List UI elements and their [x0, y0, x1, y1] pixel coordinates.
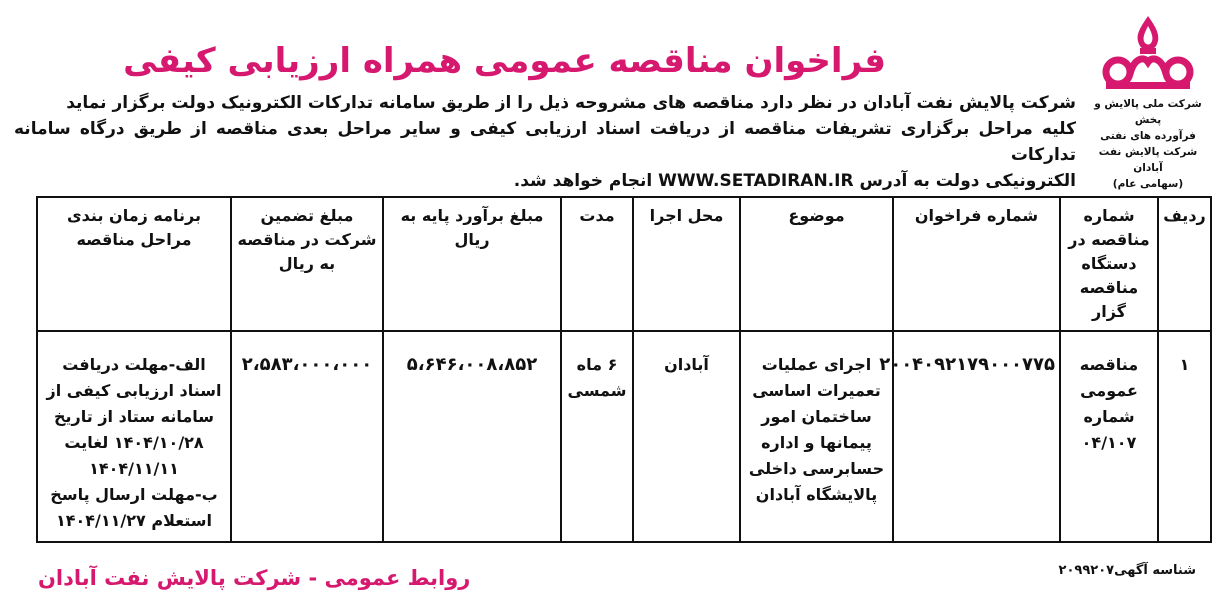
- intro-line: [14, 168, 1076, 194]
- tender-table: [36, 196, 1212, 543]
- company-logo: [1084, 12, 1212, 188]
- intro-line: شرکت پالایش نفت آبادان در نظر دارد مناقصه های مشروحه ذیل را از طریق سامانه تدارکات الکترونیک دولت برگزار نماید: [66, 93, 1076, 113]
- header-tender-no: شماره مناقصه در دستگاه مناقصه گزار: [1060, 197, 1158, 331]
- schedule-item: ب-مهلت ارسال پاسخ استعلام ۱۴۰۴/۱۱/۲۷: [50, 485, 218, 530]
- cell-duration: ۶ ماه شمسی: [561, 331, 633, 542]
- logo-line: فرآورده های نفتی: [1100, 130, 1196, 142]
- cell-subject: اجرای عملیات تعمیرات اساسی ساختمان امور پیمانها و اداره حسابرسی داخلی پالایشگاه آبادان: [740, 331, 893, 542]
- table-row: [37, 331, 1211, 542]
- header-location: محل اجرا: [633, 197, 740, 331]
- cell-row-no: ۱: [1158, 331, 1211, 542]
- table-header-row: [37, 197, 1211, 331]
- call-number: ۲۰۰۴۰۹۲۱۷۹۰۰۰۷۷۵: [879, 354, 1055, 375]
- notice-title: فراخوان مناقصه عمومی همراه ارزیابی کیفی: [123, 41, 886, 81]
- logo-line: (سهامی عام): [1112, 178, 1184, 190]
- cell-location: آبادان: [633, 331, 740, 542]
- intro-text: [14, 90, 1076, 194]
- intro-line-end: انجام خواهد شد.: [513, 171, 653, 191]
- notice-id: شناسه آگهی۲۰۹۹۲۰۷: [1058, 563, 1196, 578]
- header-guarantee: مبلغ تضمین شرکت در مناقصه به ریال: [231, 197, 383, 331]
- logo-line: شرکت ملی پالایش و پخش: [1094, 98, 1202, 126]
- header-duration: مدت: [561, 197, 633, 331]
- header-subject: موضوع: [740, 197, 893, 331]
- guarantee-amount: ۲،۵۸۳،۰۰۰،۰۰۰: [241, 354, 373, 375]
- header-schedule: برنامه زمان بندی مراحل مناقصه: [37, 197, 231, 331]
- cell-call-no: [879, 331, 1060, 542]
- cell-estimate: [383, 331, 561, 542]
- footer-publisher: روابط عمومی - شرکت پالایش نفت آبادان: [38, 566, 471, 590]
- header-estimate: مبلغ برآورد پایه به ریال: [383, 197, 561, 331]
- header-row-no: ردیف: [1158, 197, 1211, 331]
- schedule-item: الف-مهلت دریافت اسناد ارزیابی کیفی از سامانه ستاد از تاریخ ۱۴۰۴/۱۰/۲۸ لغایت ۱۴۰۴/۱۱/۱۱: [46, 355, 222, 478]
- intro-line: کلیه مراحل برگزاری تشریفات مناقصه از دریافت اسناد ارزیابی کیفی و سایر مراحل بعدی مناقصه از طریق درگاه سامانه تدارکات: [14, 119, 1076, 165]
- nioc-flame-logo-icon: [1100, 12, 1196, 94]
- cell-guarantee: [231, 331, 383, 542]
- intro-line-start: الکترونیکی دولت به آدرس: [859, 171, 1076, 191]
- setad-url-link[interactable]: WWW.SETADIRAN.IR: [658, 171, 854, 191]
- cell-tender-no: مناقصه عمومی شماره ۰۴/۱۰۷: [1060, 331, 1158, 542]
- logo-line: شرکت پالایش نفت آبادان: [1098, 146, 1198, 174]
- header-call-no: شماره فراخوان: [893, 197, 1060, 331]
- estimate-amount: ۵،۶۴۶،۰۰۸،۸۵۲: [406, 354, 538, 375]
- cell-schedule: [37, 331, 231, 542]
